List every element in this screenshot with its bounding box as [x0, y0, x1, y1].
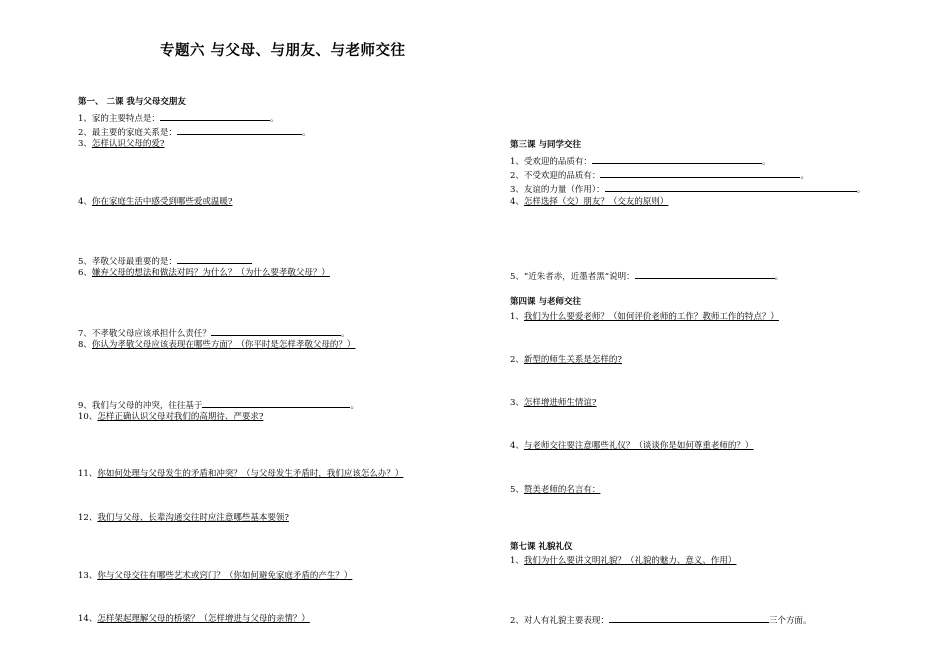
question-3: 3、怎样认识父母的爱? — [78, 139, 165, 149]
question-6: 6、嫌弃父母的想法和做法对吗？为什么？（为什么要孝敬父母？） — [78, 268, 330, 278]
question-4: 4、你在家庭生活中感受到哪些爱或温暖? — [78, 197, 233, 207]
section-heading-lesson-3: 第三课 与同学交往 — [510, 140, 581, 150]
lesson4-question-4: 4、与老师交往要注意哪些礼仪？（谈谈你是如何尊重老师的？） — [510, 441, 754, 451]
question-14: 14、怎样架起理解父母的桥梁？（怎样增进与父母的亲情？） — [78, 614, 310, 624]
answer-blank[interactable] — [605, 183, 857, 192]
question-8: 8、你认为孝敬父母应该表现在哪些方面？（你平时是怎样孝敬父母的？） — [78, 340, 356, 350]
page-title: 专题六 与父母、与朋友、与老师交往 — [160, 43, 406, 59]
lesson3-question-2: 2、不受欢迎的品质有： 。 — [510, 171, 809, 181]
question-13: 13、你与父母交往有哪些艺术或窍门？（你如何避免家庭矛盾的产生？） — [78, 571, 353, 581]
lesson3-question-5: 5、“近朱者赤，近墨者黑”说明： 。 — [510, 272, 784, 282]
question-1: 1、家的主要特点是： 。 — [78, 114, 279, 124]
answer-blank[interactable] — [177, 255, 252, 264]
answer-blank[interactable] — [600, 169, 800, 178]
question-2: 2、最主要的家庭关系是： 。 — [78, 128, 311, 138]
lesson3-question-4: 4、怎样选择（交）朋友？（交友的原则） — [510, 197, 669, 207]
lesson7-question-1: 1、我们为什么要讲文明礼貌？（礼貌的魅力、意义、作用） — [510, 556, 737, 566]
question-7: 7、不孝敬父母应该承担什么责任？ 。 — [78, 329, 350, 339]
lesson4-question-3: 3、怎样增进师生情谊? — [510, 398, 597, 408]
lesson4-question-2: 2、新型的师生关系是怎样的? — [510, 355, 622, 365]
lesson3-question-3: 3、友谊的力量（作用）： 。 — [510, 185, 866, 195]
lesson3-question-1: 1、受欢迎的品质有： 。 — [510, 157, 771, 167]
question-10: 10、怎样正确认识父母对我们的高期待、严要求? — [78, 412, 264, 422]
answer-blank[interactable] — [592, 155, 762, 164]
section-heading-lesson-1-2: 第一、 二课 我与父母交朋友 — [78, 97, 186, 107]
section-heading-lesson-4: 第四课 与老师交往 — [510, 297, 581, 307]
answer-blank[interactable] — [160, 112, 270, 121]
answer-blank[interactable] — [177, 126, 302, 135]
question-5: 5、孝敬父母最重要的是： — [78, 255, 252, 267]
section-heading-lesson-7: 第七课 礼貌礼仪 — [510, 542, 573, 552]
question-9: 9、我们与父母的冲突，往往基于 。 — [78, 401, 359, 411]
answer-blank[interactable] — [609, 614, 769, 623]
question-12: 12、我们与父母、长辈沟通交往时应注意哪些基本要领? — [78, 513, 289, 523]
answer-blank[interactable] — [635, 270, 775, 279]
answer-blank[interactable] — [211, 327, 341, 336]
lesson4-question-5: 5、赞美老师的名言有： — [510, 485, 601, 495]
answer-blank[interactable] — [202, 399, 350, 408]
lesson7-question-2: 2、对人有礼貌主要表现： 三个方面。 — [510, 616, 812, 626]
question-11: 11、你如何处理与父母发生的矛盾和冲突？（与父母发生矛盾时，我们应该怎么办？） — [78, 469, 404, 479]
lesson4-question-1: 1、我们为什么要爱老师？（如何评价老师的工作？教师工作的特点？） — [510, 312, 779, 322]
